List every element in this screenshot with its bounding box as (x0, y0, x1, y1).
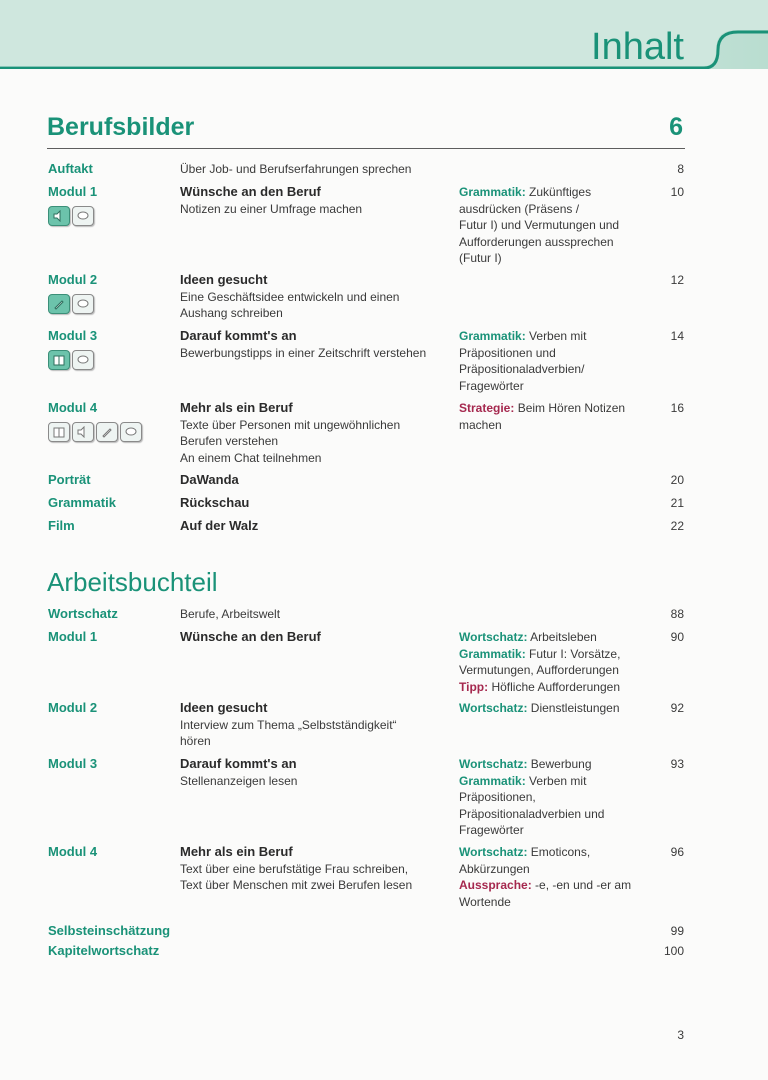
row-text: Text über eine berufstätige Frau schreiben, (180, 861, 409, 876)
row-text: Text über Menschen mit zwei Berufen lesen (180, 878, 413, 892)
row-label: Modul 3 (48, 328, 98, 343)
page-number-footer: 3 (677, 1028, 684, 1042)
grammar-note: Grammatik: Verben mit Präpositionen und Präpositionaladverbien/ Fragewörter (459, 329, 587, 393)
row-label: Modul 1 (48, 184, 98, 199)
page-number: 20 (670, 473, 684, 487)
row-label: Selbsteinschätzung (48, 923, 171, 938)
skill-icons (48, 294, 96, 314)
grammar-note: Grammatik: Zukünftiges ausdrücken (Präsens / Futur I) und Vermutungen und Aufforderungen aussprechen (Futur I) (459, 185, 620, 265)
section-page-number: 6 (669, 113, 683, 141)
row-text: Berufe, Arbeitswelt (180, 607, 281, 621)
row-label: Modul 4 (48, 844, 98, 859)
page-number: 96 (670, 845, 684, 859)
page-number: 99 (670, 924, 684, 938)
row-text: Notizen zu einer Umfrage machen (180, 201, 363, 216)
section-divider (47, 148, 685, 149)
page-number: 90 (670, 630, 684, 644)
row-text: Bewerbungstipps in einer Zeitschrift verstehen (180, 345, 427, 360)
row-title: Wünsche an den Beruf (180, 629, 321, 644)
speaker-icon (72, 422, 94, 442)
row-text: Eine Geschäftsidee entwickeln und einen (180, 289, 400, 304)
page-title: Inhalt (591, 26, 684, 68)
row-text: Stellenanzeigen lesen (180, 773, 298, 788)
row-label: Modul 2 (48, 700, 98, 715)
book-icon (48, 350, 70, 370)
section-title-berufsbilder: Berufsbilder (47, 113, 195, 141)
speech-bubble-icon (120, 422, 142, 442)
row-label: Kapitelwortschatz (48, 943, 160, 958)
row-label: Auftakt (48, 161, 93, 176)
row-label: Modul 4 (48, 400, 98, 415)
book-icon (48, 422, 70, 442)
speech-bubble-icon (72, 294, 94, 314)
page-number: 21 (670, 496, 684, 510)
notes: Wortschatz: Arbeitsleben Grammatik: Futur I: Vorsätze, Vermutungen, Aufforderungen Tipp: Höfliche Aufforderungen (459, 630, 621, 694)
notes: Wortschatz: Emoticons, Abkürzungen Aussprache: -e, -en und -er am Wortende (459, 845, 632, 909)
skill-icons (48, 350, 96, 370)
row-title: Ideen gesucht (180, 700, 268, 715)
row-text: An einem Chat teilnehmen (180, 450, 322, 465)
page-number: 88 (670, 607, 684, 621)
page-number: 14 (670, 329, 684, 343)
skill-icons (48, 206, 96, 226)
row-text: Interview zum Thema „Selbstständigkeit“ (180, 717, 397, 732)
row-label: Grammatik (48, 495, 116, 510)
row-text: Aushang schreiben (180, 306, 283, 320)
row-text: hören (180, 734, 211, 748)
page-number: 93 (670, 757, 684, 771)
row-title: Auf der Walz (180, 518, 259, 533)
skill-icons (48, 422, 144, 442)
page-number: 92 (670, 701, 684, 715)
row-title: Darauf kommt's an (180, 328, 297, 343)
pencil-icon (96, 422, 118, 442)
row-text: Über Job- und Berufserfahrungen sprechen (180, 162, 412, 176)
row-title: Mehr als ein Beruf (180, 400, 293, 415)
page-number: 16 (670, 401, 684, 415)
row-label: Porträt (48, 472, 91, 487)
row-label: Modul 3 (48, 756, 98, 771)
row-title: Mehr als ein Beruf (180, 844, 293, 859)
row-label: Film (48, 518, 75, 533)
row-title: Ideen gesucht (180, 272, 268, 287)
page-number: 8 (677, 162, 684, 176)
row-text: Texte über Personen mit ungewöhnlichen (180, 417, 401, 432)
pencil-icon (48, 294, 70, 314)
row-title: Rückschau (180, 495, 250, 510)
page-number: 100 (663, 944, 684, 958)
strategy-note: Strategie: Beim Hören Notizen machen (459, 401, 626, 432)
row-title: DaWanda (180, 472, 239, 487)
page-number: 10 (670, 185, 684, 199)
speech-bubble-icon (72, 350, 94, 370)
row-title: Wünsche an den Beruf (180, 184, 321, 199)
row-title: Darauf kommt's an (180, 756, 297, 771)
row-text: Berufen verstehen (180, 434, 279, 448)
page-number: 22 (670, 519, 684, 533)
notes: Wortschatz: Dienstleistungen (459, 701, 620, 715)
row-label: Modul 2 (48, 272, 98, 287)
row-label: Wortschatz (48, 606, 118, 621)
page-number: 12 (670, 273, 684, 287)
speaker-icon (48, 206, 70, 226)
notes: Wortschatz: Bewerbung Grammatik: Verben mit Präpositionen, Präpositionaladverbien und Fragewörter (459, 757, 605, 837)
speech-bubble-icon (72, 206, 94, 226)
row-label: Modul 1 (48, 629, 98, 644)
section-title-arbeitsbuchteil: Arbeitsbuchteil (47, 567, 218, 597)
